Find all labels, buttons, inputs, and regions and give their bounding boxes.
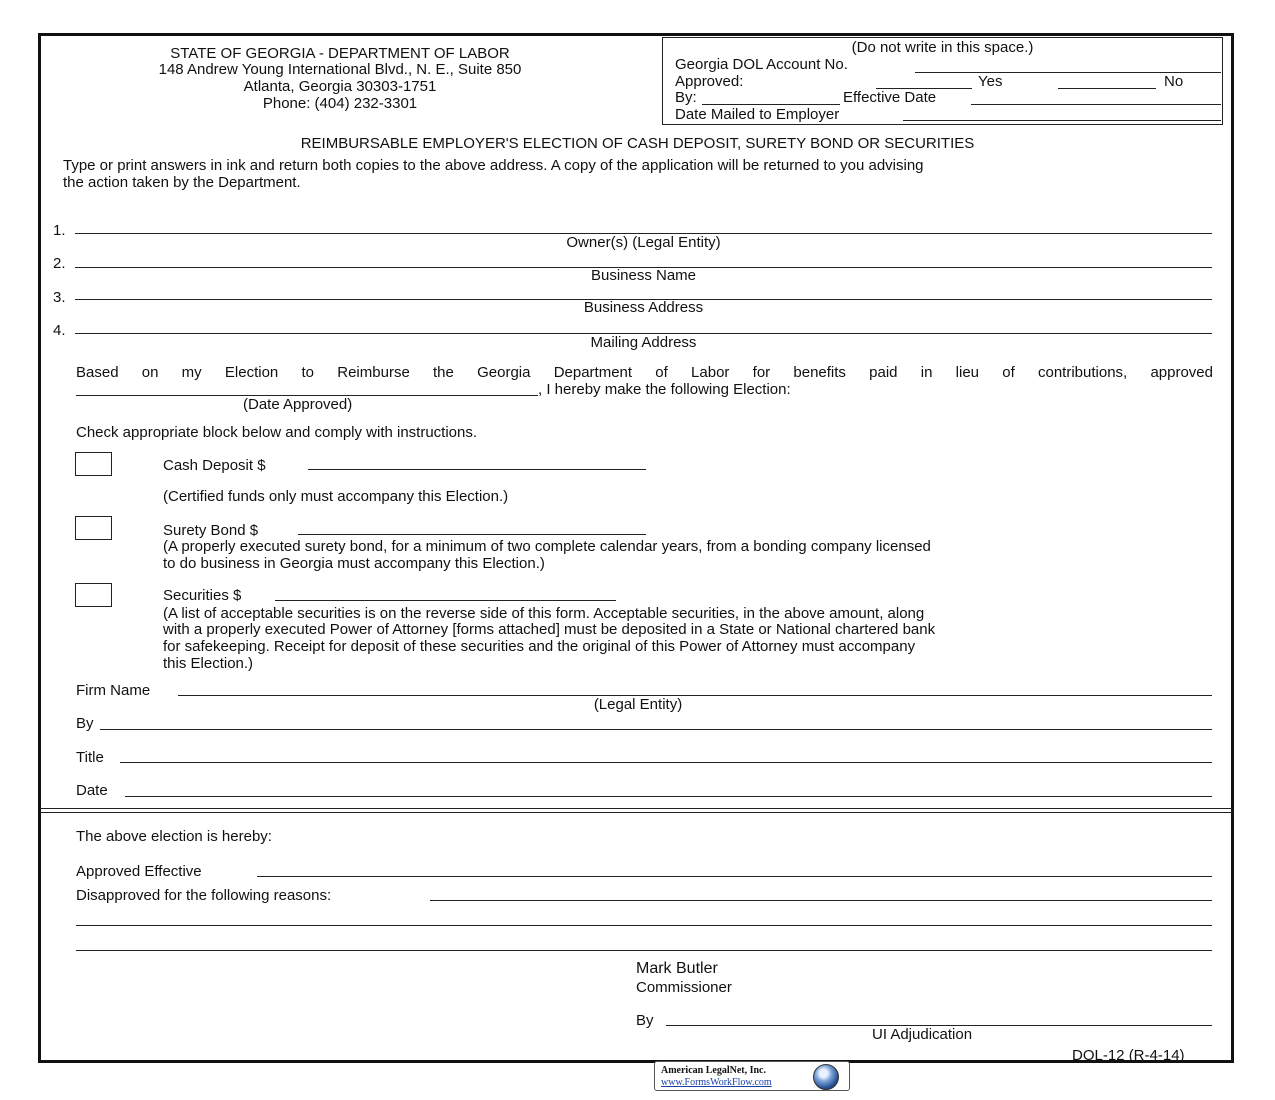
instructions-line1: Type or print answers in ink and return both copies to the above address. A copy of the application will be returned to you advising [63, 157, 924, 174]
section-divider-top [40, 808, 1233, 809]
commissioner-title: Commissioner [636, 979, 732, 996]
signer-title-label: Title [76, 749, 104, 766]
approved-yes-label: Yes [978, 73, 1003, 90]
surety-bond-note-line2: to do business in Georgia must accompany this Election.) [163, 555, 545, 572]
approved-effective-line[interactable] [257, 876, 1212, 877]
signer-by-label: By [76, 715, 94, 732]
logo-company-name: American LegalNet, Inc. [661, 1065, 766, 1076]
field-number-1: 1. [53, 222, 66, 239]
field-number-4: 4. [53, 322, 66, 339]
field-number-2: 2. [53, 255, 66, 272]
section-divider-bottom [40, 812, 1233, 813]
cash-deposit-checkbox[interactable] [75, 452, 112, 476]
logo-url[interactable]: www.FormsWorkFlow.com [661, 1077, 772, 1088]
account-number-label: Georgia DOL Account No. [675, 56, 848, 73]
signer-date-input-line[interactable] [125, 796, 1212, 797]
office-by-label: By: [675, 89, 697, 106]
business-name-caption: Business Name [590, 267, 697, 284]
date-mailed-label: Date Mailed to Employer [675, 106, 840, 123]
disapproved-label: Disapproved for the following reasons: [76, 887, 332, 904]
surety-bond-amount-line[interactable] [298, 534, 646, 535]
securities-note-line4: this Election.) [163, 655, 254, 672]
ui-adjudication-caption: UI Adjudication [872, 1026, 973, 1043]
signer-date-label: Date [76, 782, 108, 799]
date-approved-caption: (Date Approved) [243, 396, 353, 413]
form-code: DOL-12 (R-4-14) [1072, 1047, 1185, 1064]
election-statement-end: , I hereby make the following Election: [538, 381, 791, 398]
effective-date-label: Effective Date [843, 89, 937, 106]
securities-checkbox[interactable] [75, 583, 112, 607]
signer-title-input-line[interactable] [120, 762, 1212, 763]
date-mailed-line[interactable] [903, 120, 1221, 121]
surety-bond-note-line1: (A properly executed surety bond, for a minimum of two complete calendar years, from a bonding company licensed [163, 538, 931, 555]
effective-date-line[interactable] [971, 104, 1221, 105]
globe-icon [813, 1064, 839, 1090]
office-by-line[interactable] [702, 104, 840, 105]
approved-no-line[interactable] [1058, 88, 1156, 89]
firm-name-label: Firm Name [76, 682, 151, 699]
office-box-note: (Do not write in this space.) [851, 39, 1034, 56]
business-address-caption: Business Address [583, 299, 704, 316]
agency-address-line1: 148 Andrew Young International Blvd., N. E., Suite 850 [158, 61, 522, 78]
signer-by-input-line[interactable] [100, 729, 1212, 730]
securities-note-line1: (A list of acceptable securities is on the reverse side of this form. Acceptable securities, in the above amount, along [163, 605, 925, 622]
disapproved-reason-line1[interactable] [430, 900, 1212, 901]
agency-address-line2: Atlanta, Georgia 30303-1751 [243, 78, 437, 95]
surety-bond-label: Surety Bond $ [163, 522, 259, 539]
approved-effective-label: Approved Effective [76, 863, 202, 880]
securities-note-line2: with a properly executed Power of Attorney [forms attached] must be deposited in a State or National chartered bank [163, 621, 936, 638]
firm-legal-entity-caption: (Legal Entity) [593, 696, 683, 713]
election-statement: Based on my Election to Reimburse the Georgia Department of Labor for benefits paid in lieu of contributions, approved [76, 364, 1213, 381]
field-number-3: 3. [53, 289, 66, 306]
disapproved-reason-line3[interactable] [76, 950, 1212, 951]
americanlegalnet-logo[interactable] [654, 1061, 850, 1091]
cash-deposit-amount-line[interactable] [308, 469, 646, 470]
disapproved-reason-line2[interactable] [76, 925, 1212, 926]
cash-deposit-note: (Certified funds only must accompany this Election.) [163, 488, 509, 505]
securities-amount-line[interactable] [275, 600, 616, 601]
agency-name: STATE OF GEORGIA - DEPARTMENT OF LABOR [170, 45, 510, 62]
owner-caption: Owner(s) (Legal Entity) [566, 234, 721, 251]
form-title: REIMBURSABLE EMPLOYER'S ELECTION OF CASH DEPOSIT, SURETY BOND OR SECURITIES [300, 135, 975, 152]
approved-no-label: No [1164, 73, 1184, 90]
approved-label: Approved: [675, 73, 744, 90]
mailing-address-caption: Mailing Address [590, 334, 697, 351]
check-instruction: Check appropriate block below and comply with instructions. [76, 424, 478, 441]
commissioner-name: Mark Butler [636, 960, 718, 977]
securities-label: Securities $ [163, 587, 242, 604]
cash-deposit-label: Cash Deposit $ [163, 457, 266, 474]
adjudication-by-label: By [636, 1012, 654, 1029]
instructions-line2: the action taken by the Department. [63, 174, 301, 191]
agency-phone: Phone: (404) 232-3301 [262, 95, 418, 112]
surety-bond-checkbox[interactable] [75, 516, 112, 540]
securities-note-line3: for safekeeping. Receipt for deposit of these securities and the original of this Power of Attorney must accompany [163, 638, 916, 655]
decision-intro: The above election is hereby: [76, 828, 272, 845]
